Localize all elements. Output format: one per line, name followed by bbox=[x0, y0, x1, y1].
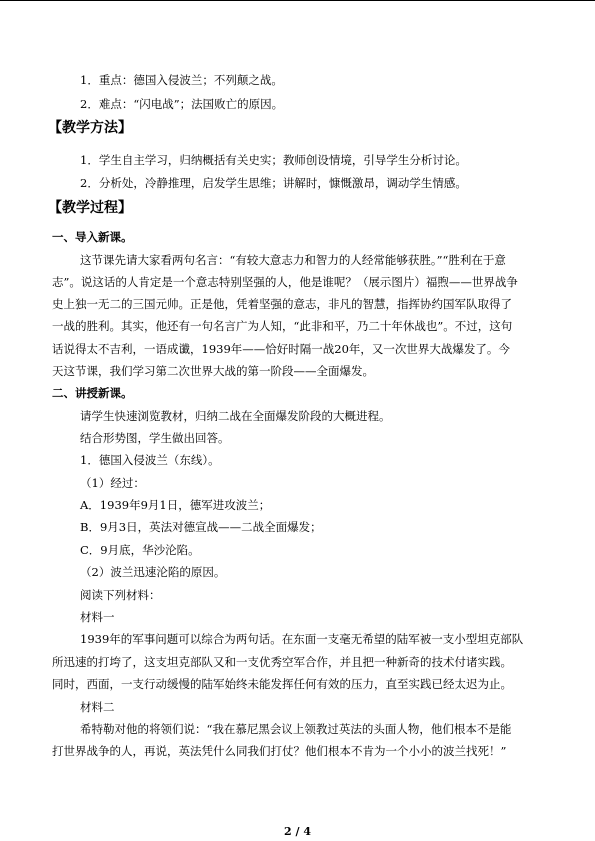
material-label: 材料一 bbox=[80, 610, 115, 624]
paragraph-line: 史上独一无二的三国元帅。正是他，凭着坚强的意志，非凡的智慧，指挥协约国军队取得了 bbox=[52, 297, 512, 311]
list-item: B．9月3日，英法对德宣战——二战全面爆发； bbox=[80, 520, 322, 534]
key-point: 1．重点：德国入侵波兰；不列颠之战。 bbox=[80, 73, 283, 87]
section-new-lesson: 二、讲授新课。 bbox=[52, 386, 133, 400]
paragraph-line: 这节课先请大家看两句名言：“有较大意志力和智力的人经常能够获胜。”“胜利在于意 bbox=[80, 253, 506, 267]
list-item: （2）波兰迅速沦陷的原因。 bbox=[80, 565, 226, 579]
section-intro: 一、导入新课。 bbox=[52, 230, 133, 244]
subsection-title: 1．德国入侵波兰（东线）。 bbox=[80, 453, 220, 467]
list-item: A．1939年9月1日，德军进攻波兰； bbox=[80, 498, 271, 512]
paragraph-line: 同时，西面，一支行动缓慢的陆军始终未能发挥任何有效的压力，直至实践已经太迟为止。 bbox=[52, 677, 512, 691]
paragraph-line: 一战的胜利。其实，他还有一句名言广为人知，“此非和平，乃二十年休战也”。不过，这句 bbox=[52, 319, 513, 333]
page-number: 2 / 4 bbox=[284, 825, 311, 838]
material-label: 材料二 bbox=[80, 700, 115, 714]
paragraph-line: 志”。说这话的人肯定是一个意志特别坚强的人，他是谁呢？（展示图片）福煦——世界战争 bbox=[52, 275, 518, 289]
list-item: C．9月底，华沙沦陷。 bbox=[80, 543, 200, 557]
header-rule bbox=[0, 0, 595, 1]
method-1: 1．学生自主学习，归纳概括有关史实；教师创设情境，引导学生分析讨论。 bbox=[80, 153, 467, 167]
paragraph-line: 话说得太不吉利，一语成谶，1939年——恰好时隔一战20年，又一次世界大战爆发了。今 bbox=[52, 342, 510, 356]
list-item: （1）经过： bbox=[80, 476, 145, 490]
paragraph-line: 结合形势图，学生做出回答。 bbox=[80, 431, 230, 445]
paragraph-line: 1939年的军事问题可以综合为两句话。在东面一支毫无希望的陆军被一支小型坦克部队 bbox=[80, 632, 524, 646]
paragraph-line: 所迅速的打垮了，这支坦克部队又和一支优秀空军合作，并且把一种新奇的技术付诸实践。 bbox=[52, 655, 512, 669]
paragraph-line: 天这节课，我们学习第二次世界大战的第一阶段——全面爆发。 bbox=[52, 364, 374, 378]
method-2: 2．分析处，冷静推理，启发学生思维；讲解时，慷慨激昂，调动学生情感。 bbox=[80, 176, 467, 190]
paragraph-line: 阅读下列材料： bbox=[80, 588, 161, 602]
heading-teaching-process: 【教学过程】 bbox=[48, 200, 132, 216]
paragraph-line: 希特勒对他的将领们说：“我在慕尼黑会议上领教过英法的头面人物，他们根本不是能 bbox=[80, 722, 512, 736]
heading-teaching-method: 【教学方法】 bbox=[48, 120, 132, 136]
paragraph-line: 打世界战争的人，再说，英法凭什么同我们打仗？他们根本不肯为一个小小的波兰找死！” bbox=[52, 744, 507, 758]
paragraph-line: 请学生快速浏览教材，归纳二战在全面爆发阶段的大概进程。 bbox=[80, 409, 391, 423]
difficulty-point: 2．难点：“闪电战”；法国败亡的原因。 bbox=[80, 97, 284, 111]
